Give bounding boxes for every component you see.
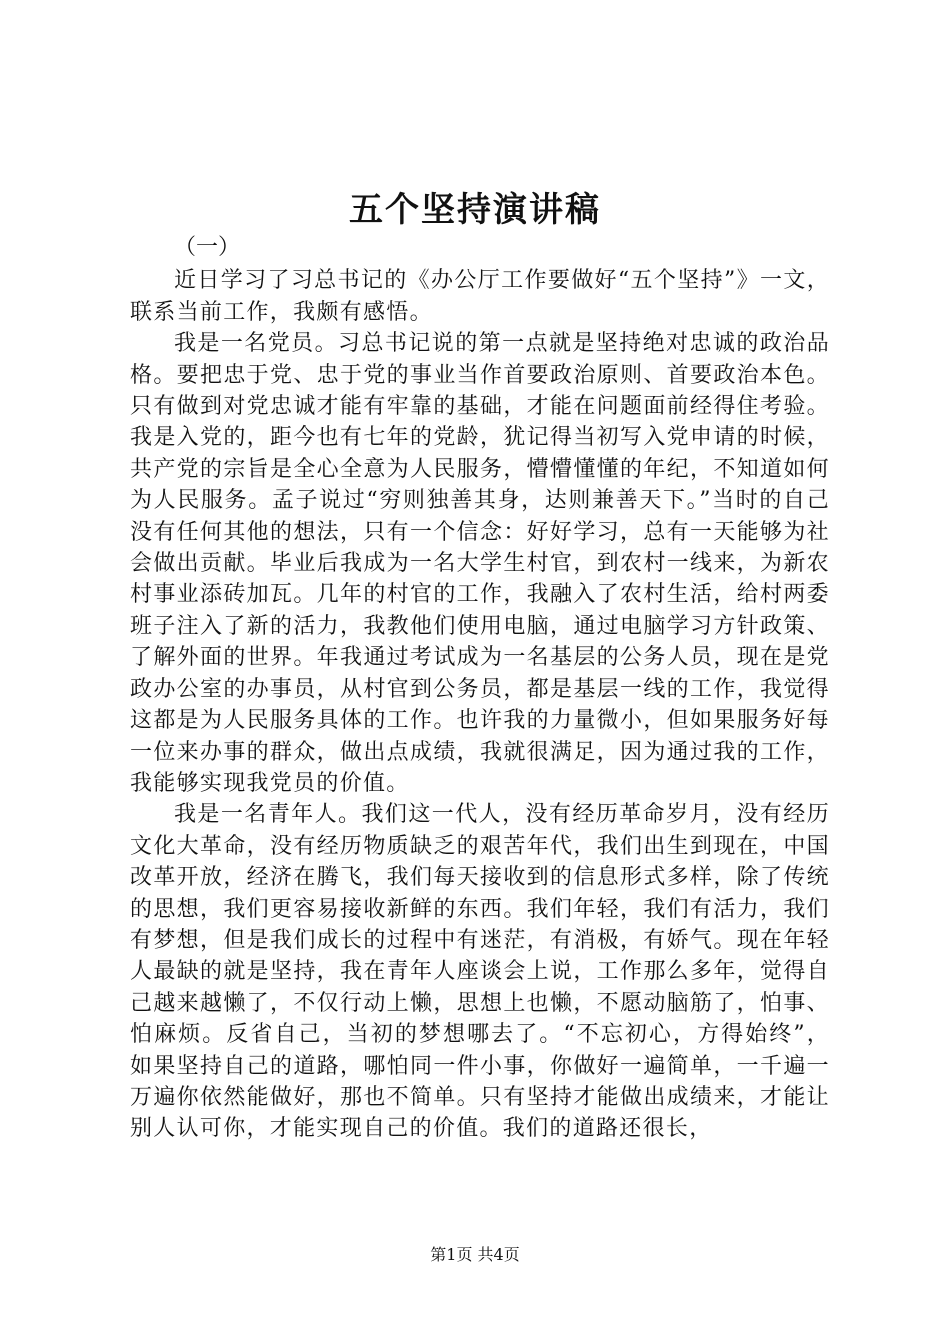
document-title: 五个坚持演讲稿 <box>349 190 601 230</box>
page-number-footer: 第1页 共4页 <box>430 1245 520 1264</box>
paragraph-young-person: 我是一名青年人。我们这一代人，没有经历革命岁月，没有经历文化大革命，没有经历物质缺乏的艰苦年代，我们出生到现在，中国改革开放，经济在腾飞，我们每天接收到的信息形式多样，除了传统的思想，我们更容易接收新鲜的东西。我们年轻，我们有活力，我们有梦想，但是我们成长的过程中有迷茫，有消极，有娇气。现在年轻人最缺的就是坚持，我在青年人座谈会上说，工作那么多年，觉得自己越来越懒了，不仅行动上懒，思想上也懒，不愿动脑筋了，怕事、怕麻烦。反省自己，当初的梦想哪去了。“不忘初心，方得始终”，如果坚持自己的道路，哪怕同一件小事，你做好一遍简单，一千遍一万遍你依然能做好，那也不简单。只有坚持才能做出成绩来，才能让别人认可你，才能实现自己的价值。我们的道路还很长， <box>130 802 830 1142</box>
paragraph-party-member: 我是一名党员。习总书记说的第一点就是坚持绝对忠诚的政治品格。要把忠于党、忠于党的事业当作首要政治原则、首要政治本色。只有做到对党忠诚才能有牢靠的基础，才能在问题面前经得住考验。我是入党的，距今也有七年的党龄，犹记得当初写入党申请的时候，共产党的宗旨是全心全意为人民服务，懵懵懂懂的年纪，不知道如何为人民服务。孟子说过“穷则独善其身，达则兼善天下。”当时的自己没有任何其他的想法，只有一个信念：好好学习，总有一天能够为社会做出贡献。毕业后我成为一名大学生村官，到农村一线来，为新农村事业添砖加瓦。几年的村官的工作，我融入了农村生活，给村两委班子注入了新的活力，我教他们使用电脑，通过电脑学习方针政策、了解外面的世界。年我通过考试成为一名基层的公务人员，现在是党政办公室的办事员，从村官到公务员，都是基层一线的工作，我觉得这都是为人民服务具体的工作。也许我的力量微小，但如果服务好每一位来办事的群众，做出点成绩，我就很满足，因为通过我的工作，我能够实现我党员的价值。 <box>130 331 830 796</box>
document-body <box>130 232 830 1145</box>
section-heading: （一） <box>174 235 241 260</box>
paragraph-intro: 近日学习了习总书记的《办公厅工作要做好“五个坚持”》一文，联系当前工作，我颇有感悟。 <box>130 268 830 325</box>
